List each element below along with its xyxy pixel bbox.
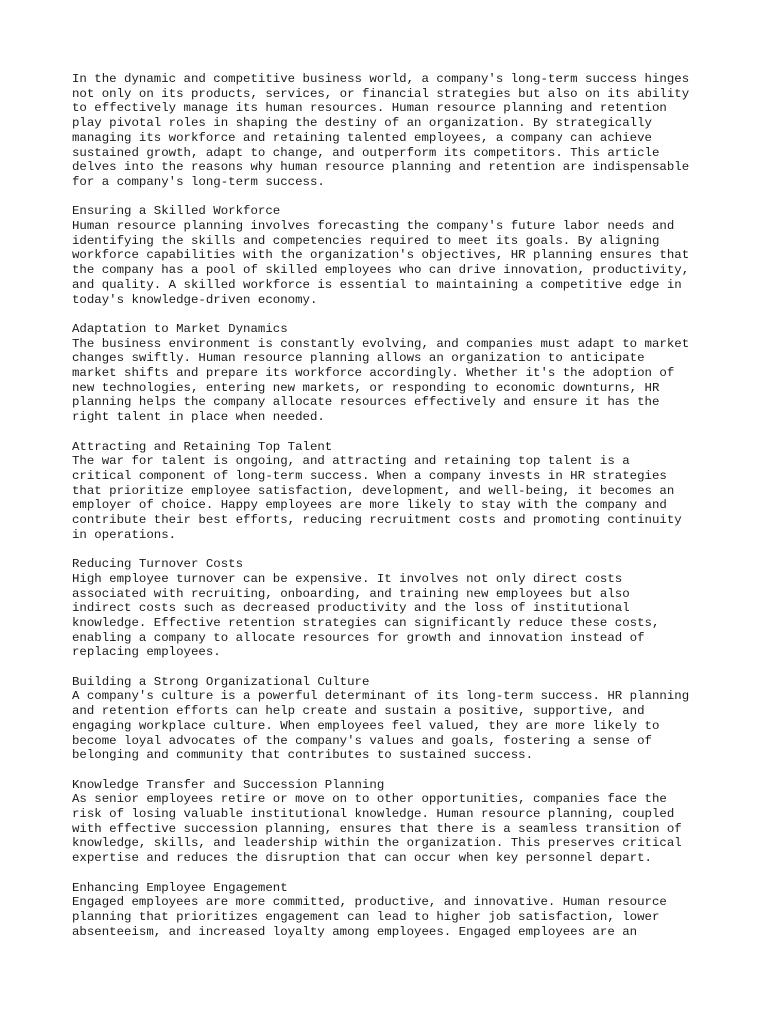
document-page <box>72 72 712 954</box>
section-body: As senior employees retire or move on to other opportunities, companies face the risk of losing valuable institutional knowledge. Human resource planning, coupled with effective succession planning, ensures that there is a seamless transition of knowledge, skills, and leadership within the organization. This preserves critical expertise and reduces the disruption that can occur when key personnel depart. <box>72 792 682 866</box>
section-body: A company's culture is a powerful determinant of its long-term success. HR planning and retention efforts can help create and sustain a positive, supportive, and engaging workplace culture. When employees feel valued, they are more likely to become loyal advocates of the company's values and goals, fostering a sense of belonging and community that contributes to sustained success. <box>72 689 690 763</box>
section-body: Human resource planning involves forecasting the company's future labor needs and identifying the skills and competencies required to meet its goals. By aligning workforce capabilities with the organization's objectives, HR planning ensures that the company has a pool of skilled employees who can drive innovation, productivity, and quality. A skilled workforce is essential to maintaining a competitive edge in today's knowledge-driven economy. <box>72 219 690 307</box>
section-heading: Building a Strong Organizational Culture <box>72 674 370 689</box>
section-body: High employee turnover can be expensive. It involves not only direct costs associated with recruiting, onboarding, and training new employees but also indirect costs such as decreased productivity and the loss of institutional knowledge. Effective retention strategies can significantly reduce these costs, enabling a company to allocate resources for growth and innovation instead of replacing employees. <box>72 571 660 660</box>
section-heading: Enhancing Employee Engagement <box>72 880 288 895</box>
section-body: Engaged employees are more committed, productive, and innovative. Human resource planning that prioritizes engagement can lead to higher job satisfaction, lower absenteeism, and increased loyalty among employees. Engaged employees are an <box>72 895 667 939</box>
intro-paragraph: In the dynamic and competitive business world, a company's long-term success hinges not only on its products, services, or financial strategies but also on its ability to effectively manage its human resources. Human resource planning and retention play pivotal roles in shaping the destiny of an organization. By strategically managing its workforce and retaining talented employees, a company can achieve sustained growth, adapt to change, and outperform its competitors. This article delves into the reasons why human resource planning and retention are indispensable for a company's long-term success. <box>72 72 690 189</box>
section-heading: Knowledge Transfer and Succession Planning <box>72 777 385 792</box>
section-succession-planning <box>72 778 712 866</box>
section-organizational-culture <box>72 675 712 763</box>
section-market-dynamics <box>72 322 712 425</box>
section-heading: Adaptation to Market Dynamics <box>72 321 288 336</box>
section-heading: Ensuring a Skilled Workforce <box>72 204 281 219</box>
section-top-talent <box>72 440 712 543</box>
section-body: The war for talent is ongoing, and attracting and retaining top talent is a critical component of long-term success. When a company invests in HR strategies that prioritize employee satisfaction, development, and well-being, it becomes an employer of choice. Happy employees are more likely to stay with the company and contribute their best efforts, reducing recruitment costs and promoting continuity in operations. <box>72 454 682 542</box>
section-body: The business environment is constantly evolving, and companies must adapt to market changes swiftly. Human resource planning allows an organization to anticipate market shifts and prepare its workforce accordingly. Whether it's the adoption of new technologies, entering new markets, or responding to economic downturns, HR planning helps the company allocate resources effectively and ensure it has the right talent in place when needed. <box>72 336 690 425</box>
section-skilled-workforce <box>72 204 712 307</box>
intro-block <box>72 72 712 190</box>
section-turnover-costs <box>72 557 712 660</box>
section-employee-engagement <box>72 881 712 940</box>
section-heading: Reducing Turnover Costs <box>72 557 244 572</box>
section-heading: Attracting and Retaining Top Talent <box>72 439 333 454</box>
